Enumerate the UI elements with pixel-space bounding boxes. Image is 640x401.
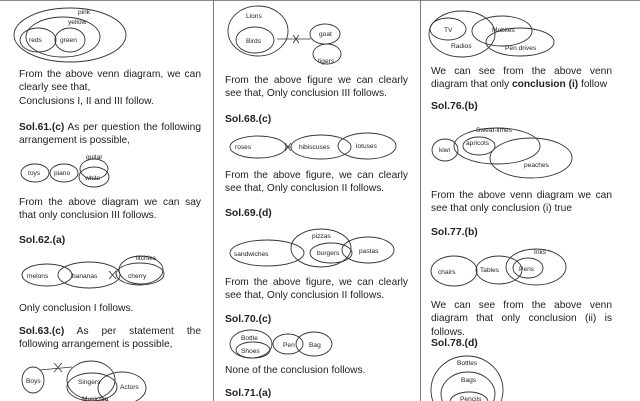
venn-diagram-inks-chairs-tables-pens	[420, 240, 640, 296]
sol-68-heading: Sol.68.(c)	[225, 114, 272, 125]
label-white: white	[85, 175, 101, 182]
label-pastas: pastas	[359, 248, 379, 255]
venn-diagram-pink-yellow-reds-green	[0, 0, 213, 62]
label-bottle: Bottle	[241, 335, 258, 342]
sol-61	[19, 121, 201, 148]
label-sweetlimes: Sweat-limes	[476, 127, 512, 134]
label-lotuses: lotuses	[356, 143, 377, 150]
label-inks: Inks	[534, 249, 547, 256]
venn-diagram-tv-radios-mobiles-pendrives	[420, 0, 640, 62]
label-cherry: cherry	[128, 273, 147, 280]
label-yellow: yellow	[68, 19, 87, 26]
label-tables: Tables	[480, 267, 500, 274]
label-goat: goat	[319, 31, 332, 38]
label-reds: reds	[29, 37, 42, 44]
conclusion-text-1c: follow	[578, 79, 608, 91]
sol-76-heading: Sol.76.(b)	[431, 101, 478, 112]
conclusion-text-1	[431, 65, 612, 92]
label-actors: Actors	[120, 384, 139, 391]
label-boys: Boys	[26, 378, 41, 385]
sol-63-heading: Sol.63.(c)	[19, 326, 65, 337]
label-hibiscuses: hibiscuses	[299, 144, 330, 151]
conclusion-text-1b: conclusion (i)	[511, 79, 579, 91]
label-piano: piano	[54, 170, 71, 177]
label-green: green	[60, 37, 77, 44]
label-pendrives: Pen drives	[505, 45, 537, 52]
label-chairs: chairs	[438, 269, 456, 276]
conclusion-text-1b: Conclusions I, II and III follow.	[19, 96, 154, 107]
conclusion-text-1: From the above venn diagram, we can clearly see that,	[19, 69, 201, 94]
sol-71-heading: Sol.71.(a)	[225, 388, 272, 399]
venn-diagram-roses-hibiscuses-lotuses	[213, 130, 420, 164]
label-tv: TV	[444, 27, 453, 34]
label-peaches: peaches	[524, 162, 549, 169]
venn-diagram-boys-singers-actors-musician	[0, 357, 213, 401]
label-lions: Lions	[246, 13, 262, 20]
conclusion-text-1a: We can see from the above venn diagram that only	[431, 66, 612, 91]
label-musician: Musician	[82, 396, 109, 401]
sol-61-heading: Sol.61.(c)	[19, 122, 65, 133]
label-litchies: litchies	[136, 255, 157, 262]
sol-77-heading: Sol.77.(b)	[431, 227, 478, 238]
label-melons: melons	[27, 273, 49, 280]
venn-diagram-lions-birds-goat-tigers	[213, 0, 420, 70]
conclusion-text-1: From the above figure we can clearly see that, Only conclusion III follows.	[225, 75, 408, 100]
sol-62-heading: Sol.62.(a)	[19, 235, 66, 246]
label-bananas: bananas	[72, 273, 98, 280]
label-bottles: Bottles	[457, 360, 478, 367]
venn-diagram-sweetlimes-kiwi-apricots-peaches	[420, 118, 640, 180]
label-tigers: tigers	[318, 58, 335, 65]
label-toys: toys	[28, 170, 41, 177]
label-pink: pink	[78, 9, 91, 16]
conclusion-text-2: From the above diagram we can say that only conclusion III follows.	[19, 197, 201, 222]
label-burgers: burgers	[317, 250, 340, 257]
conclusion-text-4: None of the conclusion follows.	[225, 365, 366, 376]
sol-78-heading: Sol.78.(d)	[431, 338, 478, 349]
label-birds: Birds	[246, 38, 262, 45]
conclusion-text-3: We can see from the above venn diagram that only conclusion (ii) is follows.	[431, 300, 612, 338]
conclusion-text-3: From the above figure, we can clearly see that, Only conclusion II follows.	[225, 277, 408, 302]
label-sandwiches: sandwiches	[234, 251, 269, 258]
conclusion-text-2: From the above figure, we can clearly see that, Only conclusion II follows.	[225, 170, 408, 195]
label-singers: Singers	[78, 379, 101, 386]
label-roses: roses	[235, 144, 252, 151]
label-pen: Pen	[283, 342, 295, 349]
label-bags: Bags	[461, 377, 477, 384]
venn-diagram-bottle-shoes-pen-bag	[213, 329, 420, 361]
sol-61-text: As per question the following arrangement is possible,	[19, 122, 201, 147]
column-2	[213, 0, 420, 401]
conclusion-text-2: From the above venn diagram we can see that only conclusion (i) true	[431, 190, 612, 215]
label-kiwi: kiwi	[439, 147, 450, 154]
sol-70-heading: Sol.70.(c)	[225, 314, 272, 325]
label-bag: Bag	[309, 342, 321, 349]
label-pencils: Pencils	[460, 396, 482, 401]
venn-diagram-melons-bananas-litchies-cherry	[0, 250, 213, 295]
column-3	[420, 0, 640, 401]
venn-diagram-pizzas-sandwiches-burgers-pastas	[213, 223, 420, 275]
label-radios: Radios	[451, 43, 472, 50]
label-shoes: Shoes	[241, 348, 260, 355]
label-mobiles: Mobiles	[492, 27, 515, 34]
label-pens: Pens	[519, 266, 535, 273]
sol-69-heading: Sol.69.(d)	[225, 208, 272, 219]
venn-diagram-bottles-bags-pencils	[420, 352, 640, 401]
label-pizzas: pizzas	[312, 233, 331, 240]
venn-diagram-toys-piano-guitar-white	[0, 148, 213, 193]
column-1	[0, 0, 213, 401]
sol-63-text: As per statement the following arrangement is possible,	[19, 326, 201, 351]
label-apricots: apricots	[466, 140, 490, 147]
conclusion-text-3: Only conclusion I follows.	[19, 303, 134, 314]
sol-63	[19, 325, 201, 352]
label-guitar: guitar	[86, 154, 103, 161]
